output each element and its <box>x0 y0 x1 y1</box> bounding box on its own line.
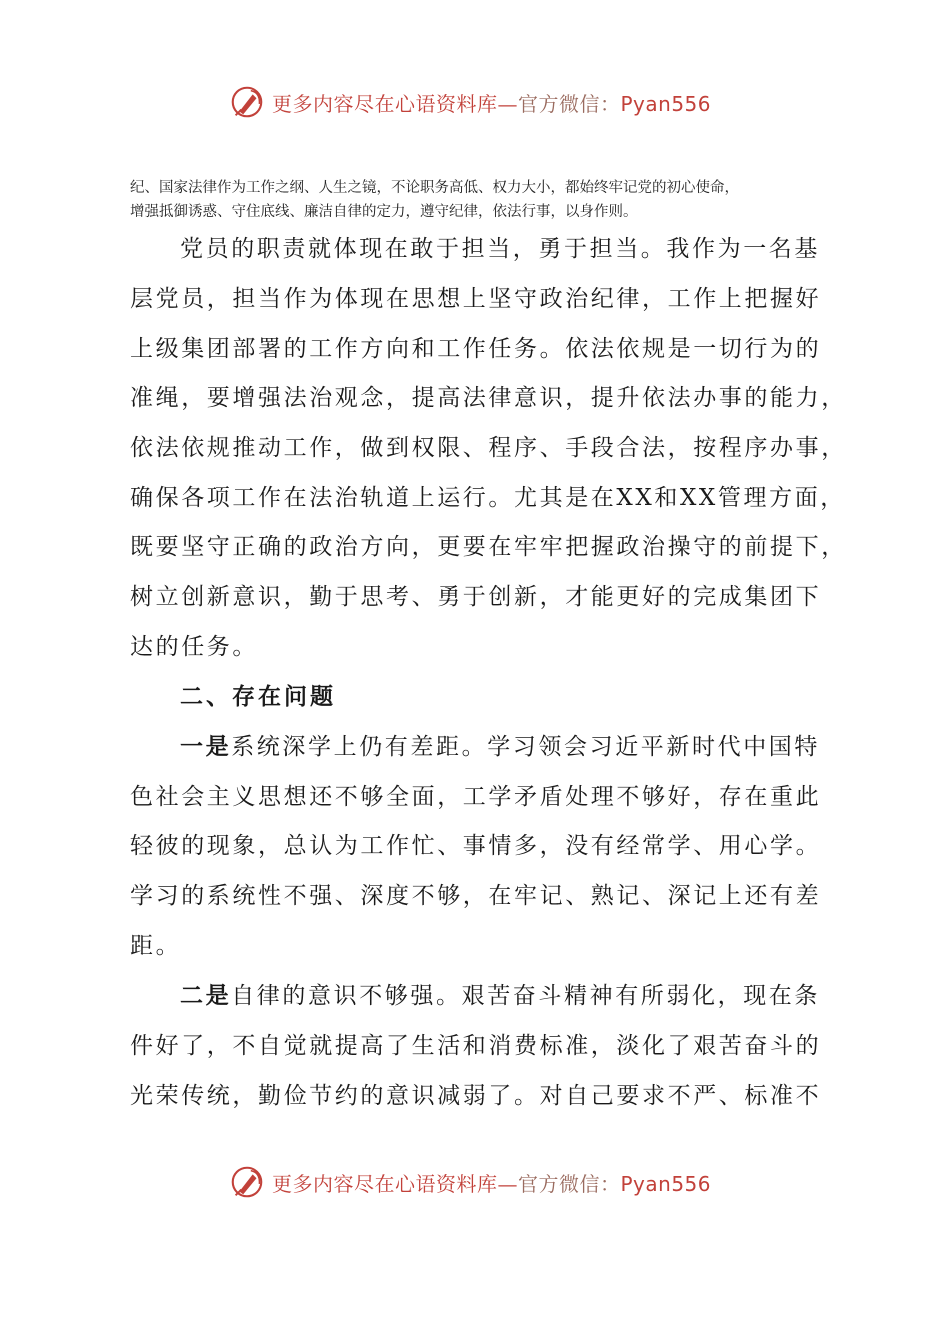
issue-1-line <box>180 732 900 762</box>
paragraph-line: 党员的职责就体现在敢于担当，勇于担当。我作为一名基 <box>180 236 820 262</box>
issue-2-lead: 二是 <box>180 982 232 1009</box>
banner-text <box>272 88 711 117</box>
banner-wechat-label: 官方微信： <box>518 91 621 116</box>
issue-2-text: 自律的意识不够强。艰苦奋斗精神有所弱化，现在条 <box>231 983 821 1009</box>
banner-text <box>272 1168 711 1197</box>
paragraph-line: 树立创新意识，勤于思考、勇于创新，才能更好的完成集团下 <box>130 584 822 610</box>
small-paragraph-line: 纪、国家法律作为工作之纲、人生之镜，不论职务高低、权力大小，都始终牢记党的初心使命， <box>130 180 739 196</box>
paragraph-line: 学习的系统性不强、深度不够，在牢记、熟记、深记上还有差 <box>130 883 822 909</box>
banner-title: 更多内容尽在心语资料库— <box>272 91 518 116</box>
banner-wechat-label: 官方微信： <box>518 1171 621 1196</box>
section-heading: 二、存在问题 <box>180 683 336 710</box>
pen-logo-icon <box>228 1163 266 1201</box>
paragraph-line: 光荣传统，勤俭节约的意识减弱了。对自己要求不严、标准不 <box>130 1083 822 1109</box>
small-paragraph-line: 增强抵御诱惑、守住底线、廉洁自律的定力，遵守纪律，依法行事，以身作则。 <box>130 204 638 220</box>
header-banner <box>228 82 748 122</box>
issue-1-lead: 一是 <box>180 733 232 760</box>
pen-logo-icon <box>228 83 266 121</box>
paragraph-line: 色社会主义思想还不够全面，工学矛盾处理不够好，存在重此 <box>130 784 822 810</box>
footer-banner <box>228 1162 748 1202</box>
banner-wechat-id: Pyan556 <box>620 1171 712 1196</box>
paragraph-line: 依法依规推动工作，做到权限、程序、手段合法，按程序办事， <box>130 435 847 461</box>
paragraph-line: 轻彼的现象，总认为工作忙、事情多，没有经常学、用心学。 <box>130 833 822 859</box>
paragraph-line: 达的任务。 <box>130 634 258 660</box>
paragraph-line: 层党员，担当作为体现在思想上坚守政治纪律，工作上把握好 <box>130 286 822 312</box>
paragraph-line: 上级集团部署的工作方向和工作任务。依法依规是一切行为的 <box>130 336 822 362</box>
issue-1-text: 系统深学上仍有差距。学习领会习近平新时代中国特 <box>231 734 821 760</box>
paragraph-line: 距。 <box>130 933 182 959</box>
issue-2-line <box>180 981 900 1011</box>
paragraph-line: 确保各项工作在法治轨道上运行。尤其是在XX和XX管理方面， <box>130 485 846 511</box>
paragraph-line: 既要坚守正确的政治方向，更要在牢牢把握政治操守的前提下， <box>130 534 847 560</box>
paragraph-line: 准绳，要增强法治观念，提高法律意识，提升依法办事的能力， <box>130 385 847 411</box>
paragraph-line: 件好了，不自觉就提高了生活和消费标准，淡化了艰苦奋斗的 <box>130 1033 822 1059</box>
banner-wechat-id: Pyan556 <box>620 91 712 116</box>
banner-title: 更多内容尽在心语资料库— <box>272 1171 518 1196</box>
